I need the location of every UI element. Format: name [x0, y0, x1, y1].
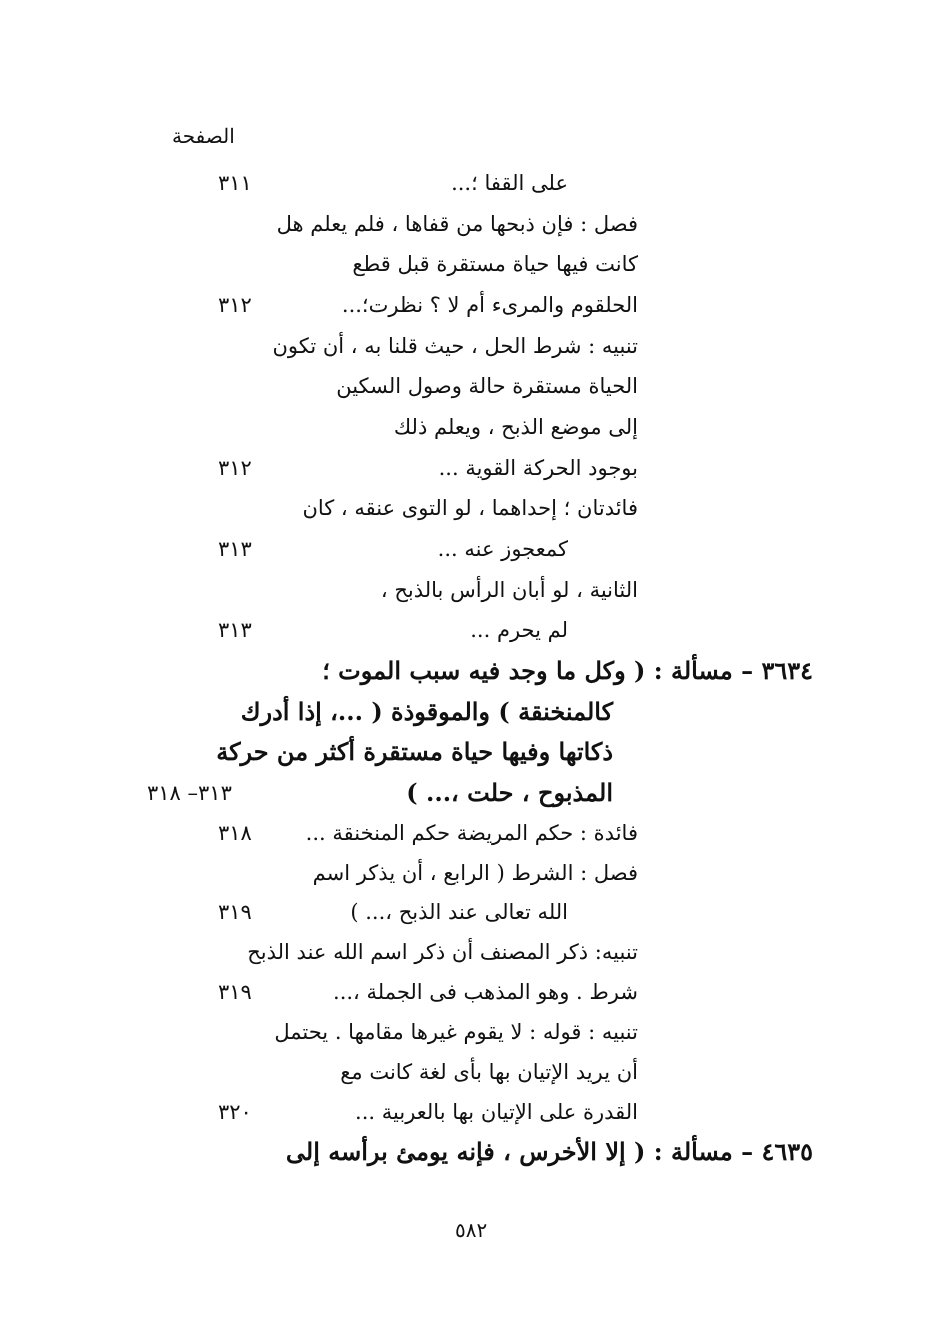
- index-entry-row: [0, 488, 943, 528]
- index-entry-row: [0, 813, 943, 853]
- entry-page-ref: ٣١٣: [218, 537, 252, 561]
- index-entry-row: [0, 407, 943, 447]
- masala-heading-continued: المذبوح ، حلت ،... ): [406, 778, 613, 807]
- index-entry-row: [0, 773, 943, 813]
- index-entry-row: [0, 932, 943, 972]
- entry-text: كانت فيها حياة مستقرة قبل قطع: [352, 252, 638, 276]
- index-entry-row: [0, 366, 943, 406]
- entry-text: القدرة على الإتيان بها بالعربية ...: [355, 1100, 638, 1124]
- entry-page-ref: ٣١٢: [218, 456, 252, 480]
- index-entry-row: [0, 163, 943, 203]
- entry-page-ref: ٣١١: [218, 171, 252, 195]
- entry-text: تنبيه : قوله : لا يقوم غيرها مقامها . يحتمل: [274, 1020, 638, 1044]
- footer-page-number: ٥٨٢: [455, 1218, 488, 1242]
- index-entry-row: [0, 651, 943, 691]
- entry-page-ref: ٣١٨: [218, 821, 252, 845]
- masala-heading: ٤٦٣٥ – مسألة : ( إلا الأخرس ، فإنه يومئ برأسه إلى: [285, 1137, 813, 1166]
- entry-text: على القفا ؛...: [451, 171, 568, 195]
- index-entry-row: [0, 1052, 943, 1092]
- entry-page-range: ٣١٣– ٣١٨: [147, 781, 232, 805]
- index-entry-row: [0, 448, 943, 488]
- masala-heading-continued: كالمنخنقة ) والموقوذة ( ...، إذا أدرك: [240, 697, 613, 726]
- masala-heading-continued: ذكاتها وفيها حياة مستقرة أكثر من حركة: [216, 737, 613, 766]
- index-entry-row: [0, 1132, 943, 1172]
- index-entry-row: [0, 972, 943, 1012]
- index-entry-row: [0, 529, 943, 569]
- index-entry-row: [0, 326, 943, 366]
- entry-page-ref: ٣١٩: [218, 980, 252, 1004]
- entry-text: تنبيه : شرط الحل ، حيث قلنا به ، أن تكون: [272, 334, 638, 358]
- masala-heading: ٣٦٣٤ – مسألة : ( وكل ما وجد فيه سبب الموت ؛: [322, 656, 813, 685]
- index-entry-row: [0, 892, 943, 932]
- entry-text: شرط . وهو المذهب فى الجملة ،...: [333, 980, 638, 1004]
- index-entry-row: [0, 1012, 943, 1052]
- index-entry-row: [0, 570, 943, 610]
- entry-text: فائدتان ؛ إحداهما ، لو التوى عنقه ، كان: [302, 496, 638, 520]
- entry-page-ref: ٣١٣: [218, 618, 252, 642]
- index-entry-row: [0, 610, 943, 650]
- index-entry-row: [0, 692, 943, 732]
- entry-text: فصل : فإن ذبحها من قفاها ، فلم يعلم هل: [276, 212, 638, 236]
- index-entry-row: [0, 732, 943, 772]
- entry-text: تنبيه: ذكر المصنف أن ذكر اسم الله عند الذبح: [247, 940, 638, 964]
- entry-text: إلى موضع الذبح ، ويعلم ذلك: [393, 415, 638, 439]
- index-entry-row: [0, 853, 943, 893]
- index-entry-row: [0, 244, 943, 284]
- entry-text: فصل : الشرط ( الرابع ، أن يذكر اسم: [312, 861, 638, 885]
- index-entry-row: [0, 204, 943, 244]
- entry-text: الحلقوم والمرىء أم لا ؟ نظرت؛...: [341, 293, 638, 317]
- entry-page-ref: ٣١٢: [218, 293, 252, 317]
- entry-text: كمعجوز عنه ...: [437, 537, 568, 561]
- entry-text: بوجود الحركة القوية ...: [438, 456, 638, 480]
- entry-text: فائدة : حكم المريضة حكم المنخنقة ...: [305, 821, 638, 845]
- index-entry-row: [0, 285, 943, 325]
- entry-text: الله تعالى عند الذبح ،... ): [350, 900, 568, 924]
- entry-text: الحياة مستقرة حالة وصول السكين: [336, 374, 638, 398]
- entry-page-ref: ٣٢٠: [218, 1100, 252, 1124]
- entry-text: الثانية ، لو أبان الرأس بالذبح ،: [380, 578, 638, 602]
- entry-text: لم يحرم ...: [470, 618, 568, 642]
- entry-page-ref: ٣١٩: [218, 900, 252, 924]
- page-column-header: الصفحة: [172, 124, 235, 148]
- index-entry-row: [0, 1092, 943, 1132]
- entry-text: أن يريد الإتيان بها بأى لغة كانت مع: [340, 1060, 638, 1084]
